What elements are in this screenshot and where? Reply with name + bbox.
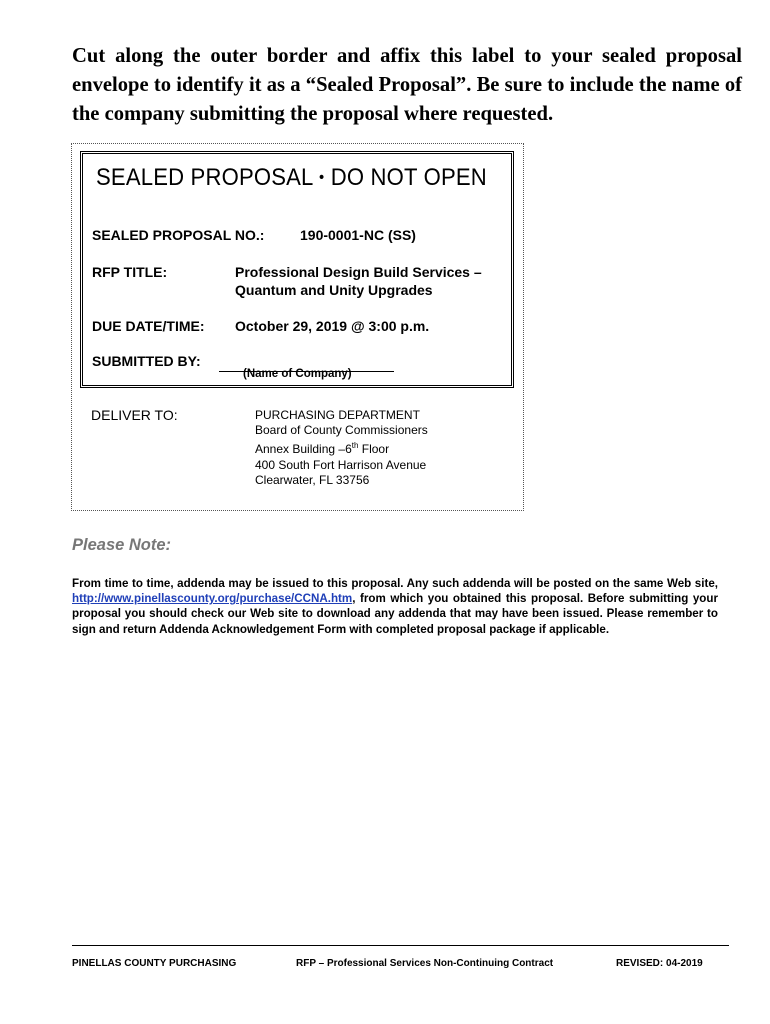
due-date-label: DUE DATE/TIME:: [92, 318, 205, 334]
purchase-website-link[interactable]: http://www.pinellascounty.org/purchase/CCNA.htm: [72, 592, 353, 606]
footer-right: REVISED: 04-2019: [616, 958, 703, 969]
address-line-2: Board of County Commissioners: [255, 423, 428, 438]
note-body: [72, 576, 718, 637]
address-line-3: Annex Building –6th Floor: [255, 441, 390, 457]
note-heading: Please Note:: [72, 536, 172, 554]
footer-divider: [72, 945, 729, 946]
footer-left: PINELLAS COUNTY PURCHASING: [72, 958, 237, 969]
label-title: [96, 164, 487, 192]
bullet-icon: •: [319, 169, 325, 186]
sealed-proposal-label: [80, 151, 514, 388]
rfp-title-line1: Professional Design Build Services –: [235, 264, 482, 280]
proposal-no-value: 190-0001-NC (SS): [300, 227, 416, 243]
rfp-title-line2: Quantum and Unity Upgrades: [235, 282, 433, 298]
label-title-right: DO NOT OPEN: [330, 164, 487, 191]
due-date-value: October 29, 2019 @ 3:00 p.m.: [235, 318, 430, 334]
deliver-to-label: DELIVER TO:: [91, 407, 178, 423]
note-text-after-link: , from which you obtained this proposal. Before submitting your proposal you should check our Web site to download any addenda that may have been issued. Please remember to sign and return Addenda Acknowledgement Form with completed proposal package if applicable.: [72, 592, 718, 636]
footer-center: RFP – Professional Services Non-Continuing Contract: [296, 958, 554, 969]
note-text-before-link: From time to time, addenda may be issued to this proposal. Any such addenda will be posted on the same Web site,: [72, 577, 718, 590]
address-line-5: Clearwater, FL 33756: [255, 472, 370, 487]
rfp-title-label: RFP TITLE:: [92, 264, 168, 280]
delivery-address: [255, 408, 428, 488]
cut-instructions: Cut along the outer border and affix this label to your sealed proposal envelope to identify it as a “Sealed Proposal”. Be sure to include the name of the company submitting the proposal where requested.: [72, 45, 742, 125]
proposal-no-label: SEALED PROPOSAL NO.:: [92, 227, 265, 243]
address-line-4: 400 South Fort Harrison Avenue: [255, 457, 427, 472]
address-line-1: PURCHASING DEPARTMENT: [255, 408, 420, 422]
submitted-by-label: SUBMITTED BY:: [92, 353, 201, 369]
label-title-left: SEALED PROPOSAL: [96, 164, 313, 191]
company-name-caption: (Name of Company): [243, 368, 352, 380]
